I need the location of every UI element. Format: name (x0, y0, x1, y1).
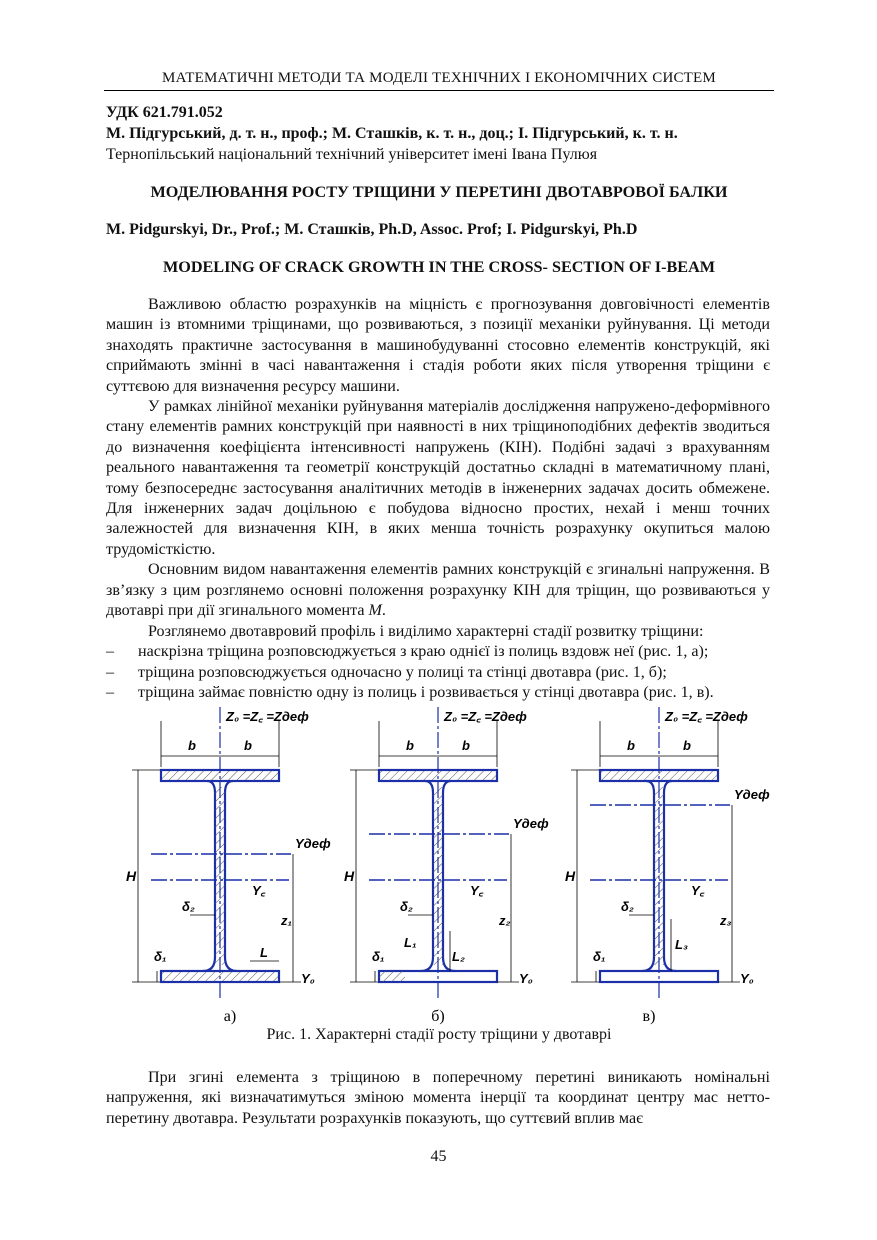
running-head: МАТЕМАТИЧНІ МЕТОДИ ТА МОДЕЛІ ТЕХНІЧНИХ І ЕКОНОМІЧНИХ СИСТЕМ (104, 70, 774, 91)
label-b: b (188, 738, 196, 753)
web-left-edge (203, 781, 215, 971)
list-dash: – (106, 684, 115, 702)
label-b: b (406, 738, 414, 753)
list-lead: Розглянемо двотавровий профіль і виділимо характерні стадії розвитку тріщини: (148, 623, 704, 640)
label-z: z₃ (720, 913, 732, 928)
figure-1 (110, 703, 770, 1025)
label-yc: Y꜀ (470, 883, 484, 898)
paragraph-2: У рамках лінійної механіки руйнування матеріалів дослідження напружено-деформівного стану елементів рамних конструкцій при наявності в них тріщиноподібних дефектів зводиться до визначення коефіцієнта інтенсивності напружень (КІН). Подібні задачі з врахуванням реального навантаження та геометрії конструкцій достатньо складні в математичному плані, тому безпосереднє застосування аналітичних методів в інженерних задачах досить обмежене. Для інженерних задач доцільною є побудова відносно простих, нехай і менш точних залежностей для визначення КІН, в яких менша точність розрахунку окупиться малою трудомісткістю. (106, 398, 770, 558)
label-z: z₁ (281, 913, 293, 928)
label-ydef: Yдеф (295, 836, 331, 851)
web-right-edge (225, 781, 237, 971)
label-delta1: δ₁ (593, 949, 606, 964)
label-delta1: δ₁ (372, 949, 385, 964)
label-L3: L₃ (675, 937, 688, 952)
label-z: z₂ (499, 913, 511, 928)
axis-label-z: Z₀ =Z꜀ =Zдеф (444, 709, 527, 724)
stages-list (106, 622, 774, 704)
i-beam-diagram (110, 703, 770, 1025)
label-ydef: Yдеф (513, 816, 549, 831)
label-b: b (244, 738, 252, 753)
label-y0: Y₀ (301, 971, 315, 986)
axis-label-z: Z₀ =Z꜀ =Zдеф (665, 709, 748, 724)
closing-paragraph-block (106, 1068, 770, 1129)
label-L: L (260, 945, 268, 960)
web-right-edge (443, 781, 455, 971)
label-H: H (344, 868, 355, 884)
label-b: b (627, 738, 635, 753)
moment-symbol: M (368, 602, 382, 620)
title-ua: МОДЕЛЮВАННЯ РОСТУ ТРІЩИНИ У ПЕРЕТИНІ ДВОТАВРОВОЇ БАЛКИ (150, 183, 728, 201)
body-text (106, 295, 770, 622)
list-dash: – (106, 663, 115, 681)
list-item-text: тріщина розповсюджується одночасно у полиці та стінці двотавра (рис. 1, б); (138, 663, 667, 681)
crack-zone (379, 971, 405, 982)
label-y0: Y₀ (519, 971, 533, 986)
label-yc: Y꜀ (691, 883, 705, 898)
paragraph-1: Важливою областю розрахунків на міцність є прогнозування довговічності елементів машин із втомними тріщинами, що розвиваються, з позиції механіки руйнування. Ці методи знаходять практичне застосування в машинобудуванні стосовно елементів конструкцій, які сприймають змінні в часі навантаження і стадія роботи яких після утворення тріщини є суттєвою для визначення ресурсу машини. (106, 296, 770, 395)
page-number: 45 (430, 1148, 447, 1165)
affiliation: Тернопільський національний технічний університет імені Івана Пулюя (106, 146, 598, 163)
paragraph-3-text: Основним видом навантаження елементів рамних конструкцій є згинальні напруження. В зв’язку з цим розглянемо основні положення розрахунку КІН для тріщин, що розвиваються у двотаврі при дії згинального момента (106, 561, 770, 620)
label-H: H (565, 868, 576, 884)
list-item (106, 663, 774, 683)
paragraph-3-end: . (381, 602, 386, 620)
label-yc: Y꜀ (252, 883, 266, 898)
list-item-text: наскрізна тріщина розповсюджується з краю однієї із полиць вздовж неї (рис. 1, а); (138, 643, 709, 661)
label-delta1: δ₁ (154, 949, 167, 964)
axis-label-z: Z₀ =Z꜀ =Zдеф (226, 709, 309, 724)
label-delta2: δ₂ (182, 899, 195, 914)
title-en: MODELING OF CRACK GROWTH IN THE CROSS- SECTION OF I-BEAM (162, 258, 716, 276)
figure-sublabel-a: а) (223, 1008, 237, 1025)
label-y0: Y₀ (740, 971, 754, 986)
list-item (106, 683, 774, 703)
list-dash: – (106, 643, 115, 661)
label-b: b (462, 738, 470, 753)
figure-caption: Рис. 1. Характерні стадії росту тріщини у двотаврі (266, 1026, 612, 1043)
authors-en: M. Pidgurskyi, Dr., Prof.; M. Сташків, Ph.D, Assoc. Prof; I. Pidgurskyi, Ph.D (106, 221, 638, 238)
udk-code: УДК 621.791.052 (106, 104, 223, 121)
paragraph-3 (106, 560, 770, 621)
label-delta2: δ₂ (400, 899, 413, 914)
figure-sublabel-b: б) (431, 1008, 445, 1025)
label-ydef: Yдеф (734, 787, 770, 802)
label-L2: L₂ (452, 949, 465, 964)
closing-paragraph: При згині елемента з тріщиною в поперечному перетині виникають номінальні напруження, які визначатимуться зміною момента інерції та координат центру мас нетто-перетину двотавра. Результати розрахунків показують, що суттєвий вплив має (106, 1069, 770, 1127)
label-b: b (683, 738, 691, 753)
web-left-edge (421, 781, 433, 971)
figure-sublabel-c: в) (642, 1008, 656, 1025)
label-delta2: δ₂ (621, 899, 634, 914)
label-L1: L₁ (404, 935, 417, 950)
web-left-edge (642, 781, 654, 971)
label-H: H (126, 868, 137, 884)
list-item-text: тріщина займає повністю одну із полиць і розвивається у стінці двотавра (рис. 1, в). (138, 684, 714, 702)
authors-ua: М. Підгурський, д. т. н., проф.; М. Сташків, к. т. н., доц.; І. Підгурський, к. т. н. (106, 125, 678, 142)
list-item (106, 642, 774, 662)
